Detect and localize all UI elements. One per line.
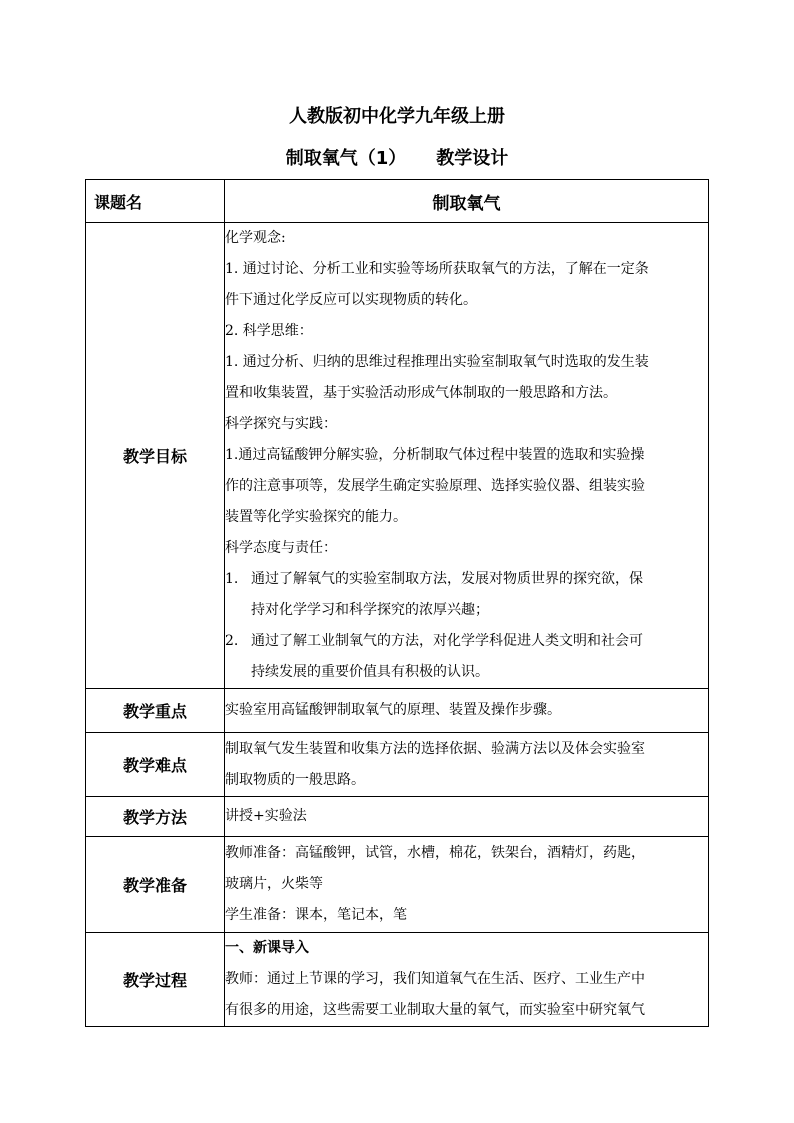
objectives-content: [225, 223, 709, 689]
row-methods: [86, 797, 709, 837]
process-content: [225, 933, 709, 1027]
process-label: 教学过程: [86, 933, 225, 1027]
objectives-label: 教学目标: [86, 223, 225, 689]
list-number: 2.: [225, 633, 239, 649]
objectives-line: 装置等化学实验探究的能力。: [225, 509, 407, 525]
objectives-list-item: [225, 626, 708, 688]
subtitle-type: 教学设计: [436, 148, 509, 169]
lesson-plan-table: [85, 179, 709, 1027]
row-key-points: [86, 689, 709, 733]
list-item-line: 通过了解氧气的实验室制取方法，发展对物质世界的探究欲，保: [251, 571, 643, 587]
difficulties-content: [225, 733, 709, 797]
process-line: 教师：通过上节课的学习，我们知道氧气在生活、医疗、工业生产中: [225, 971, 645, 987]
objectives-line: 科学态度与责任：: [225, 540, 337, 556]
objectives-line: 作的注意事项等，发展学生确定实验原理、选择实验仪器、组装实验: [225, 478, 645, 494]
key-points-content: [225, 689, 709, 733]
objectives-line: 1.通过高锰酸钾分解实验，分析制取气体过程中装置的选取和实验操: [225, 447, 645, 463]
list-item-line: 持对化学学习和科学探究的浓厚兴趣；: [251, 602, 489, 618]
row-topic: [86, 180, 709, 223]
row-objectives: [86, 223, 709, 689]
objectives-line: 2. 科学思维：: [225, 323, 313, 339]
objectives-line: 1. 通过讨论、分析工业和实验等场所获取氧气的方法，了解在一定条: [225, 261, 649, 277]
document-subtitle: [0, 146, 794, 172]
preparation-line: 玻璃片，火柴等: [225, 876, 323, 892]
methods-line: 讲授+实验法: [225, 808, 307, 824]
objectives-line: 置和收集装置，基于实验活动形成气体制取的一般思路和方法。: [225, 385, 617, 401]
preparation-line: 学生准备：课本，笔记本，笔: [225, 907, 407, 923]
topic-label: 课题名: [86, 180, 225, 223]
process-line: 有很多的用途，这些需要工业制取大量的氧气，而实验室中研究氧气: [225, 1002, 645, 1018]
topic-value: 制取氧气: [225, 180, 709, 223]
objectives-line: 件下通过化学反应可以实现物质的转化。: [225, 292, 477, 308]
methods-content: [225, 797, 709, 837]
preparation-line: 教师准备：高锰酸钾，试管，水槽，棉花，铁架台，酒精灯，药匙，: [225, 845, 645, 861]
objectives-line: 科学探究与实践：: [225, 416, 337, 432]
difficulties-line: 制取物质的一般思路。: [225, 771, 365, 788]
subtitle-topic: 制取氧气（1）: [285, 148, 407, 169]
methods-label: 教学方法: [86, 797, 225, 837]
preparation-content: [225, 837, 709, 933]
list-item-line: 持续发展的重要价值具有积极的认识。: [251, 664, 489, 680]
objectives-line: 1. 通过分析、归纳的思维过程推理出实验室制取氧气时选取的发生装: [225, 354, 649, 370]
list-item-line: 通过了解工业制氧气的方法，对化学学科促进人类文明和社会可: [251, 633, 643, 649]
row-difficulties: [86, 733, 709, 797]
document-title: 人教版初中化学九年级上册: [289, 106, 505, 127]
difficulties-label: 教学难点: [86, 733, 225, 797]
objectives-line: 化学观念:: [225, 230, 286, 246]
process-heading: 一、新课导入: [225, 940, 309, 956]
row-process: [86, 933, 709, 1027]
difficulties-line: 制取氧气发生装置和收集方法的选择依据、验满方法以及体会实验室: [225, 740, 645, 757]
row-preparation: [86, 837, 709, 933]
preparation-label: 教学准备: [86, 837, 225, 933]
key-points-line: 实验室用高锰酸钾制取氧气的原理、装置及操作步骤。: [225, 702, 561, 718]
objectives-list-item: [225, 564, 708, 626]
key-points-label: 教学重点: [86, 689, 225, 733]
list-number: 1.: [225, 571, 239, 587]
